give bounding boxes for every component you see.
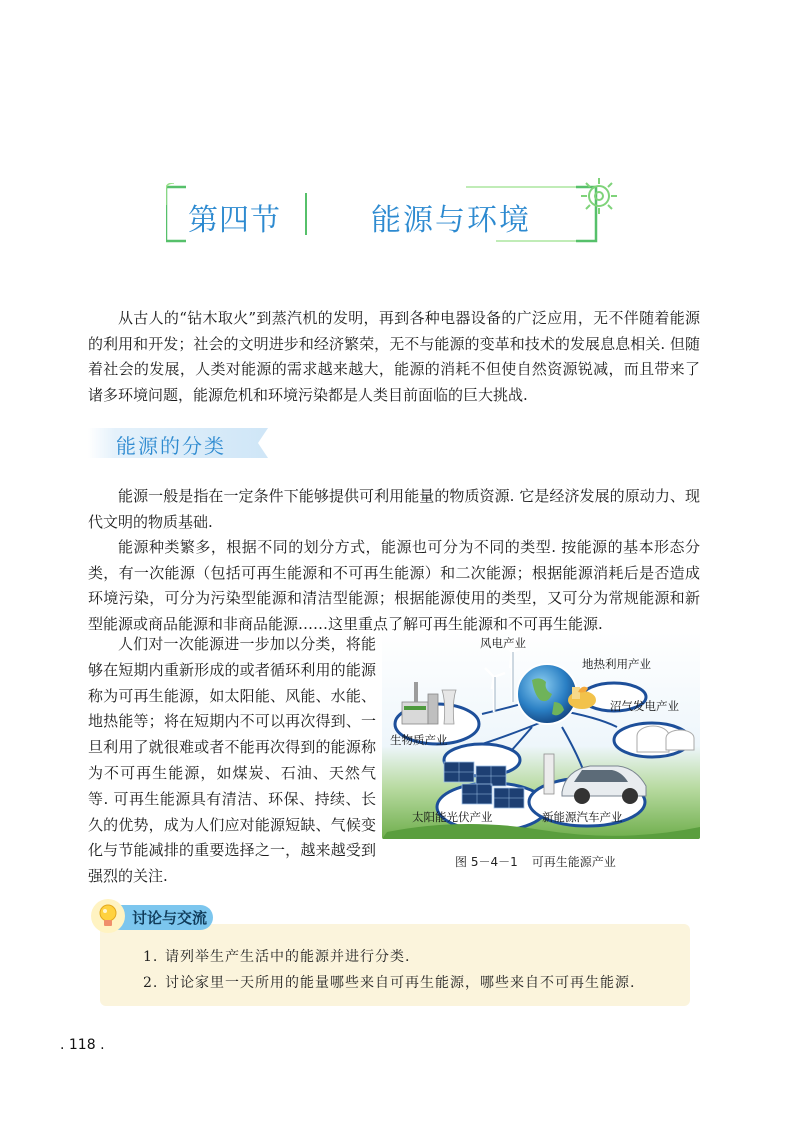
paragraph-types: 能源种类繁多，根据不同的划分方式，能源也可分为不同的类型. 按能源的基本形态分类，有一次能源（包括可再生能源和不可再生能源）和二次能源；根据能源消耗后是否造成环境污染，可分为污染型能源和清洁型能源；根据能源使用的类型，又可分为常规能源和新型能源或商品能源和非商品能源……这里重点了解可再生能源和不可再生能源. xyxy=(88,538,700,633)
discussion-item-number: 2. xyxy=(143,975,159,991)
label-ev: 新能源汽车产业 xyxy=(542,810,623,824)
intro-paragraph: 从古人的“钻木取火”到蒸汽机的发明，再到各种电器设备的广泛应用，无不伴随着能源的利用和开发；社会的文明进步和经济繁荣，无不与能源的变革和技术的发展息息相关. 但随着社会的发展，人类对能源的需求越来越大，能源的消耗不但使自然资源锐减，而且带来了诸多环境问题，能源危机和环境污染都是人类目前面临的巨大挑战. xyxy=(88,309,700,404)
subheading-title: 能源的分类 xyxy=(116,434,226,458)
discussion-header xyxy=(88,896,238,936)
subheading-banner xyxy=(88,428,278,458)
figure-caption-text: 可再生能源产业 xyxy=(531,855,616,869)
label-wind: 风电产业 xyxy=(480,636,526,650)
section-number: 第四节 xyxy=(188,203,281,238)
lightbulb-icon xyxy=(88,896,128,936)
discussion-title: 讨论与交流 xyxy=(132,909,208,927)
discussion-list xyxy=(143,944,635,996)
label-solar: 太阳能光伏产业 xyxy=(412,810,493,824)
paragraph-renewable: 人们对一次能源进一步加以分类，将能够在短期内重新形成的或者循环利用的能源称为可再生能源，如太阳能、风能、水能、地热能等；将在短期内不可以再次得到、一旦利用了就很难或者不能再次得到的能源称为不可再生能源，如煤炭、石油、天然气等. 可再生能源具有清洁、环保、持续、长久的优势，成为人们应对能源短缺、气候变化与节能减排的重要选择之一，越来越受到强烈的关注. xyxy=(88,635,376,886)
figure-caption xyxy=(455,853,616,870)
gear-icon xyxy=(576,173,622,219)
discussion-item-text: 请列举生产生活中的能源并进行分类. xyxy=(165,949,411,965)
label-biomass: 生物质产业 xyxy=(390,733,448,747)
section-title-banner xyxy=(166,183,606,245)
figure-caption-number: 图 5－4－1 xyxy=(455,855,518,869)
paragraph-definition: 能源一般是指在一定条件下能够提供可利用能量的物质资源. 它是经济发展的原动力、现代文明的物质基础. xyxy=(88,487,700,531)
label-biogas: 沼气发电产业 xyxy=(610,699,679,713)
discussion-item-text: 讨论家里一天所用的能量哪些来自可再生能源，哪些来自不可再生能源. xyxy=(165,975,636,991)
page-number: . 118 . xyxy=(60,1037,105,1053)
discussion-item-number: 1. xyxy=(143,949,159,965)
section-title: 能源与环境 xyxy=(371,203,531,238)
label-geothermal: 地热利用产业 xyxy=(582,657,651,671)
discussion-item xyxy=(143,970,635,996)
renewable-industry-figure xyxy=(382,632,700,839)
discussion-item xyxy=(143,944,635,970)
